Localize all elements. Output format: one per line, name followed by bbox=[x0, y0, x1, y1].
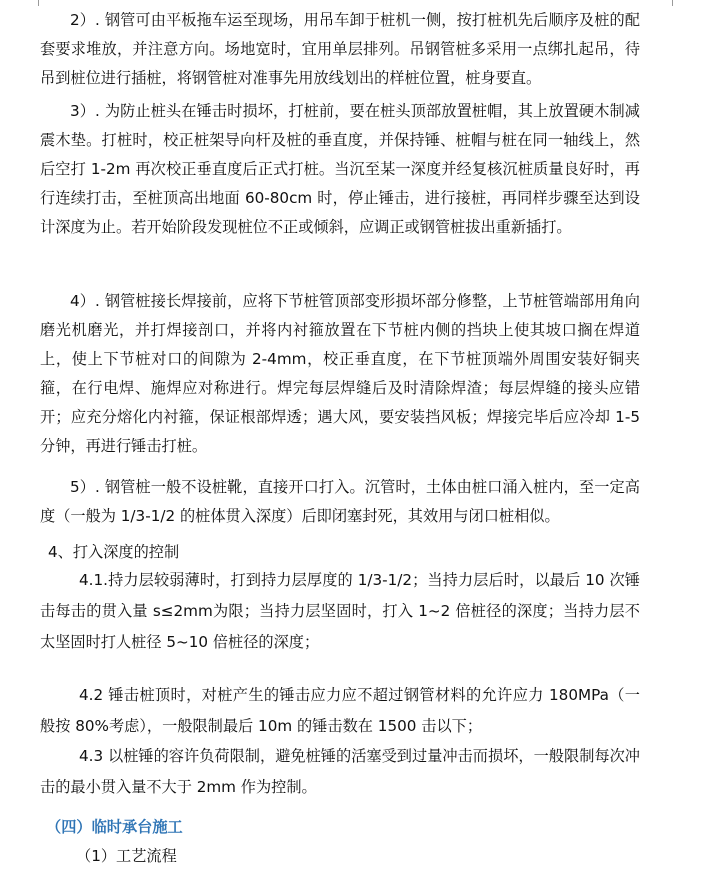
subsection-heading: （1）工艺流程 bbox=[76, 847, 177, 865]
left-margin-mark bbox=[38, 0, 39, 6]
paragraph-4: 4）. 钢管桩接长焊接前，应将下节桩管顶部变形损坏部分修整，上节桩管端部用角向磨光机磨光，并打焊接剖口，并将内衬箍放置在下节桩内侧的挡块上使其坡口搁在焊道上，使上下节桩对口的间隙为 2-4mm，校正垂直度，在下节桩顶端外周围安装好铜夹箍，在行电焊、施焊应对称进行。焊完每层焊缝后及时清除焊渣；每层焊缝的接头应错开；应充分熔化内衬箍，保证根部焊透；遇大风，要安装挡风板；焊接完毕后应冷却 1-5 分钟，再进行锤击打桩。 bbox=[40, 292, 640, 455]
item-4-2: 4.2 锤击桩顶时，对桩产生的锤击应力应不超过钢管材料的允许应力 180MPa（一般按 80%考虑），一般限制最后 10m 的锤击数在 1500 击以下； bbox=[40, 686, 640, 735]
right-margin-mark bbox=[672, 0, 673, 6]
section-heading: （四）临时承台施工 bbox=[46, 818, 183, 836]
paragraph-3: 3）. 为防止桩头在锤击时损坏，打桩前，要在桩头顶部放置桩帽，其上放置硬木制减震木垫。打桩时，校正桩架导向杆及桩的垂直度，并保持锤、桩帽与桩在同一轴线上，然后空打 1-2m 再次校正垂直度后正式打桩。当沉至某一深度并经复核沉桩质量良好时，再行连续打击，至桩顶高出地面 60-80cm 时，停止锤击，进行接桩，再同样步骤至达到设计深度为止。若开始阶段发现桩位不正或倾斜，应调正或钢管桩拔出重新插打。 bbox=[40, 102, 640, 236]
item-4-3: 4.3 以桩锤的容许负荷限制，避免桩锤的活塞受到过量冲击而损坏，一般限制每次冲击的最小贯入量不大于 2mm 作为控制。 bbox=[40, 747, 640, 796]
paragraph-2: 2）. 钢管可由平板拖车运至现场，用吊车卸于桩机一侧，按打桩机先后顺序及桩的配套要求堆放，并注意方向。场地宽时，宜用单层排列。吊钢管桩多采用一点绑扎起吊，待吊到桩位进行插桩，将钢管桩对准事先用放线划出的样桩位置，桩身要直。 bbox=[40, 11, 640, 87]
paragraph-5: 5）. 钢管桩一般不设桩靴，直接开口打入。沉管时，土体由桩口涌入桩内，至一定高度（一般为 1/3-1/2 的桩体贯入深度）后即闭塞封死，其效用与闭口桩相似。 bbox=[40, 478, 640, 525]
item-4-1: 4.1.持力层较弱薄时，打到持力层厚度的 1/3-1/2；当持力层后时，以最后 10 次锤击每击的贯入量 s≤2mm为限；当持力层坚固时，打入 1~2 倍桩径的深度；当持力层不太坚固时打人桩径 5~10 倍桩径的深度； bbox=[40, 571, 640, 651]
heading-depth-control: 4、打入深度的控制 bbox=[48, 543, 180, 561]
